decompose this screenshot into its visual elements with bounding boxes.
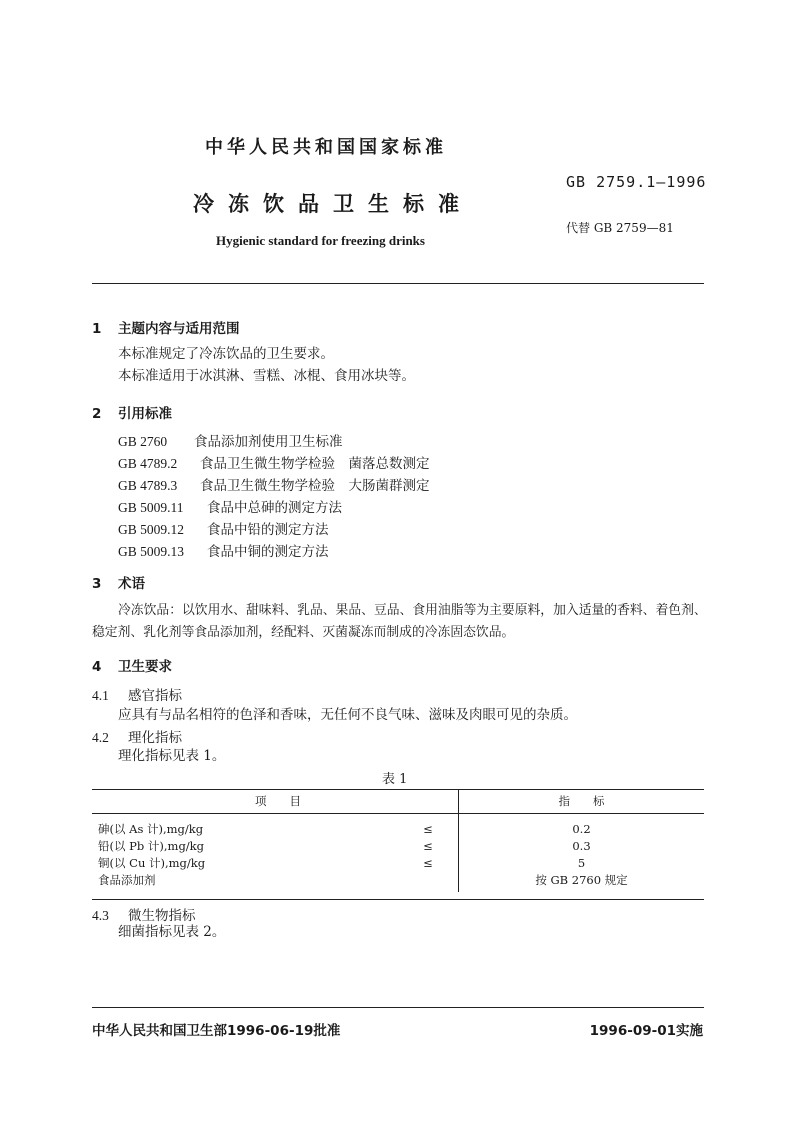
reference-item xyxy=(118,430,343,450)
table-cell-item: 铅(以 Pb 计),mg/kg xyxy=(98,838,205,853)
reference-code: GB 4789.2 xyxy=(118,456,178,471)
table-row xyxy=(92,871,704,892)
subsection-4-1-heading xyxy=(92,684,182,704)
reference-item xyxy=(118,540,329,560)
section-2-heading xyxy=(92,402,172,422)
reference-item xyxy=(118,474,430,494)
subsection-title: 感官指标 xyxy=(128,688,182,704)
reference-item xyxy=(118,518,329,538)
subsection-4-2-text: 理化指标见表 1。 xyxy=(118,748,226,764)
section-4-heading xyxy=(92,655,172,675)
table-cell-item: 砷(以 As 计),mg/kg xyxy=(98,821,204,836)
section-1-title: 主题内容与适用范围 xyxy=(118,321,240,337)
implementation-date: 1996-09-01实施 xyxy=(589,1023,703,1039)
reference-code: GB 5009.13 xyxy=(118,544,185,559)
section-2-number: 2 xyxy=(92,406,102,422)
reference-item xyxy=(118,496,342,516)
reference-item xyxy=(118,452,430,472)
table-cell-value: 0.3 xyxy=(572,838,591,853)
section-1-paragraph-1: 本标准规定了冷冻饮品的卫生要求。 xyxy=(118,346,334,362)
table-header-row xyxy=(92,789,704,814)
section-3-title: 术语 xyxy=(118,576,145,592)
reference-code: GB 4789.3 xyxy=(118,478,178,493)
table-1 xyxy=(92,789,704,892)
subsection-4-3-heading xyxy=(92,904,196,924)
document-title-english: Hygienic standard for freezing drinks xyxy=(216,233,425,248)
table-cell-operator xyxy=(398,871,459,892)
replaces-note: 代替 GB 2759—81 xyxy=(566,221,674,235)
reference-name: 食品中铜的测定方法 xyxy=(207,544,329,560)
table-row xyxy=(92,814,704,838)
table-row xyxy=(92,854,704,871)
definition-line-1: 冷冻饮品：以饮用水、甜味料、乳品、果品、豆品、食用油脂等为主要原料，加入适量的香料、着色剂、 xyxy=(118,603,707,618)
table-cell-value: 5 xyxy=(577,855,586,870)
section-1-number: 1 xyxy=(92,321,102,337)
subsection-number: 4.1 xyxy=(92,688,109,703)
table-cell-operator: ≤ xyxy=(398,814,459,838)
definition-line-2: 稳定剂、乳化剂等食品添加剂，经配料、灭菌凝冻而制成的冷冻固态饮品。 xyxy=(92,625,515,640)
subsection-number: 4.3 xyxy=(92,908,109,923)
table-cell-operator: ≤ xyxy=(398,854,459,871)
subsection-title: 微生物指标 xyxy=(128,908,196,924)
section-4-number: 4 xyxy=(92,659,102,675)
table-header-item: 项 目 xyxy=(92,789,459,814)
reference-name: 食品中总砷的测定方法 xyxy=(207,500,342,516)
section-3-number: 3 xyxy=(92,576,102,592)
table-cell-value: 按 GB 2760 规定 xyxy=(535,872,628,887)
reference-name: 食品卫生微生物学检验 大肠菌群测定 xyxy=(200,478,430,494)
reference-code: GB 5009.12 xyxy=(118,522,185,537)
national-standard-label: 中华人民共和国国家标准 xyxy=(205,137,447,158)
table-bottom-rule xyxy=(92,899,704,900)
table-row xyxy=(92,837,704,854)
standard-number: GB 2759.1—1996 xyxy=(566,173,707,191)
section-3-heading xyxy=(92,572,145,592)
reference-code: GB 5009.11 xyxy=(118,500,184,515)
table-cell-item: 食品添加剂 xyxy=(98,872,156,887)
subsection-4-1-text: 应具有与品名相符的色泽和香味，无任何不良气味、滋味及肉眼可见的杂质。 xyxy=(118,707,577,723)
table-cell-operator: ≤ xyxy=(398,837,459,854)
footer-divider xyxy=(92,1007,704,1008)
reference-code: GB 2760 xyxy=(118,434,168,449)
section-2-title: 引用标准 xyxy=(118,406,172,422)
table-cell-item: 铜(以 Cu 计),mg/kg xyxy=(98,855,206,870)
approval-note: 中华人民共和国卫生部1996-06-19批准 xyxy=(92,1023,341,1039)
table-header-index: 指 标 xyxy=(459,789,705,814)
section-1-heading xyxy=(92,317,240,337)
table-1-caption: 表 1 xyxy=(382,772,408,787)
reference-name: 食品添加剂使用卫生标准 xyxy=(194,434,343,450)
reference-name: 食品卫生微生物学检验 菌落总数测定 xyxy=(200,456,430,472)
section-4-title: 卫生要求 xyxy=(118,659,172,675)
section-1-paragraph-2: 本标准适用于冰淇淋、雪糕、冰棍、食用冰块等。 xyxy=(118,368,415,384)
subsection-4-2-heading xyxy=(92,726,182,746)
reference-name: 食品中铅的测定方法 xyxy=(207,522,329,538)
header-divider xyxy=(92,283,704,284)
document-title: 冷冻饮品卫生标准 xyxy=(193,192,473,216)
subsection-title: 理化指标 xyxy=(128,730,182,746)
table-cell-value: 0.2 xyxy=(572,821,591,836)
subsection-number: 4.2 xyxy=(92,730,109,745)
subsection-4-3-text: 细菌指标见表 2。 xyxy=(118,924,226,940)
